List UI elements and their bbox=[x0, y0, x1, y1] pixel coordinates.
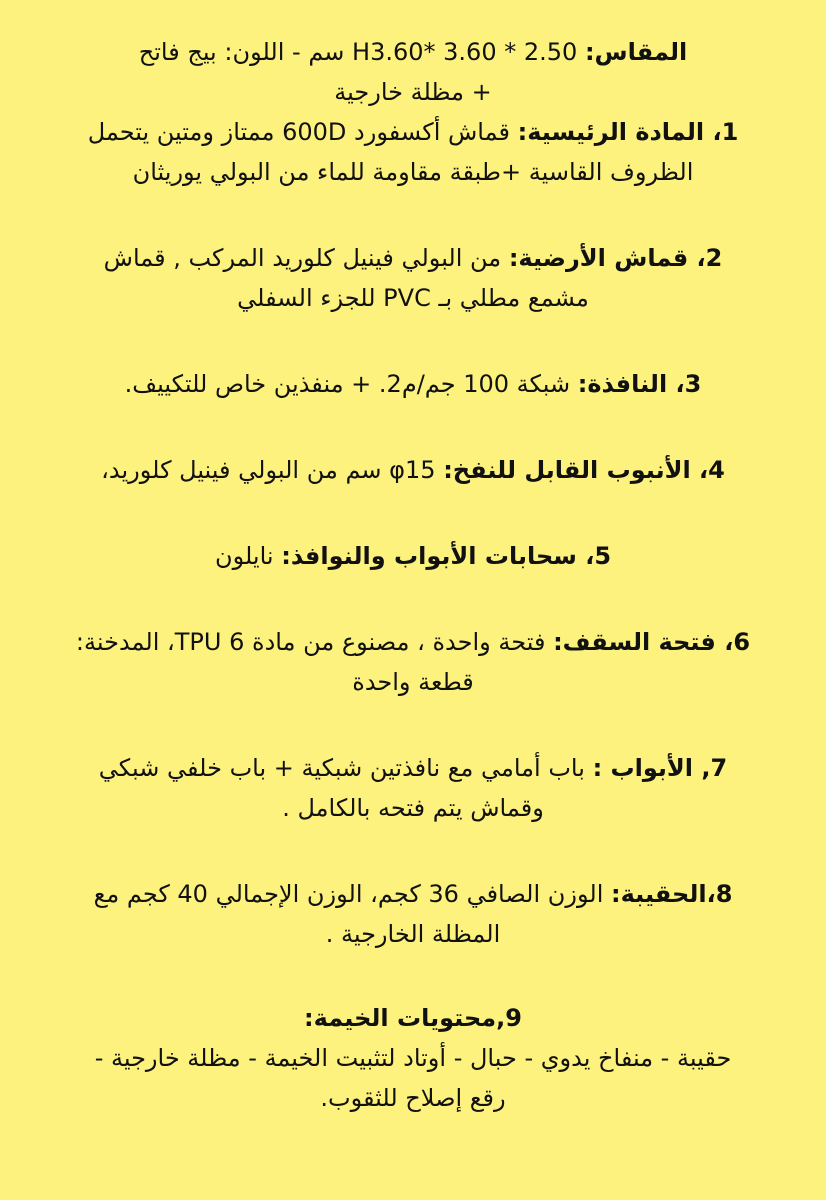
spec-inflatable-tube-line-1 bbox=[20, 450, 806, 490]
spec-doors bbox=[20, 748, 806, 828]
spec-bag-line-1 bbox=[20, 874, 806, 914]
spec-roof-opening bbox=[20, 622, 806, 702]
spec-floor-fabric-label: 2، قماش الأرضية: bbox=[508, 244, 723, 272]
spec-window-text: شبكة 100 جم/م2. + منفذين خاص للتكييف. bbox=[124, 370, 571, 398]
spec-contents-line-2: حقيبة - منفاخ يدوي - حبال - أوتاد لتثبيت الخيمة - مظلة خارجية - bbox=[94, 1044, 732, 1072]
spec-doors-text: باب أمامي مع نافذتين شبكية + باب خلفي شبكي bbox=[98, 754, 585, 782]
spec-size-label: المقاس: bbox=[584, 38, 688, 66]
spec-size-text: 2.50 * 3.60 *H3.60 سم - اللون: بيج فاتح bbox=[138, 38, 578, 66]
spec-roof-opening-line-2: قطعة واحدة bbox=[352, 668, 474, 696]
spec-floor-fabric-line-1 bbox=[20, 238, 806, 278]
spec-roof-opening-text: فتحة واحدة ، مصنوع من مادة TPU 6، المدخنة: bbox=[75, 628, 546, 656]
spec-size-line-2: + مظلة خارجية bbox=[334, 78, 492, 106]
spec-main-material-label: 1، المادة الرئيسية: bbox=[517, 118, 739, 146]
spec-size-line-1 bbox=[20, 32, 806, 72]
spec-roof-opening-line-1 bbox=[20, 622, 806, 662]
spec-window bbox=[20, 364, 806, 404]
spec-contents-label: 9,محتويات الخيمة: bbox=[304, 1004, 522, 1032]
spec-floor-fabric-line-2: مشمع مطلي بـ PVC للجزء السفلي bbox=[237, 284, 589, 312]
spec-window-line-1 bbox=[20, 364, 806, 404]
spec-floor-fabric-text: من البولي فينيل كلوريد المركب , قماش bbox=[103, 244, 502, 272]
spec-main-material-line-1 bbox=[20, 112, 806, 152]
spec-window-label: 3، النافذة: bbox=[577, 370, 702, 398]
spec-zippers-label: 5، سحابات الأبواب والنوافذ: bbox=[281, 542, 612, 570]
spec-bag-text: الوزن الصافي 36 كجم، الوزن الإجمالي 40 كجم مع bbox=[93, 880, 604, 908]
spec-zippers-line-1 bbox=[20, 536, 806, 576]
spec-main-material-line-2: الظروف القاسية +طبقة مقاومة للماء من البولي يوريثان bbox=[132, 158, 694, 186]
spec-doors-label: 7, الأبواب : bbox=[592, 754, 728, 782]
spec-contents-line-3: رقع إصلاح للثقوب. bbox=[320, 1084, 506, 1112]
spec-floor-fabric bbox=[20, 238, 806, 318]
spec-contents bbox=[20, 998, 806, 1118]
spec-inflatable-tube-text: φ15 سم من البولي فينيل كلوريد، bbox=[101, 456, 436, 484]
spec-bag-label: 8،الحقيبة: bbox=[611, 880, 733, 908]
spec-main-material bbox=[20, 112, 806, 192]
spec-bag-line-2: المظلة الخارجية . bbox=[325, 920, 501, 948]
spec-inflatable-tube-label: 4، الأنبوب القابل للنفخ: bbox=[443, 456, 725, 484]
spec-bag bbox=[20, 874, 806, 954]
spec-inflatable-tube bbox=[20, 450, 806, 490]
spec-roof-opening-label: 6، فتحة السقف: bbox=[553, 628, 751, 656]
spec-doors-line-1 bbox=[20, 748, 806, 788]
spec-size bbox=[20, 32, 806, 112]
spec-zippers bbox=[20, 536, 806, 576]
spec-main-material-text: قماش أكسفورد 600D ممتاز ومتين يتحمل bbox=[87, 118, 510, 146]
spec-zippers-text: نايلون bbox=[214, 542, 274, 570]
spec-doors-line-2: وقماش يتم فتحه بالكامل . bbox=[282, 794, 544, 822]
